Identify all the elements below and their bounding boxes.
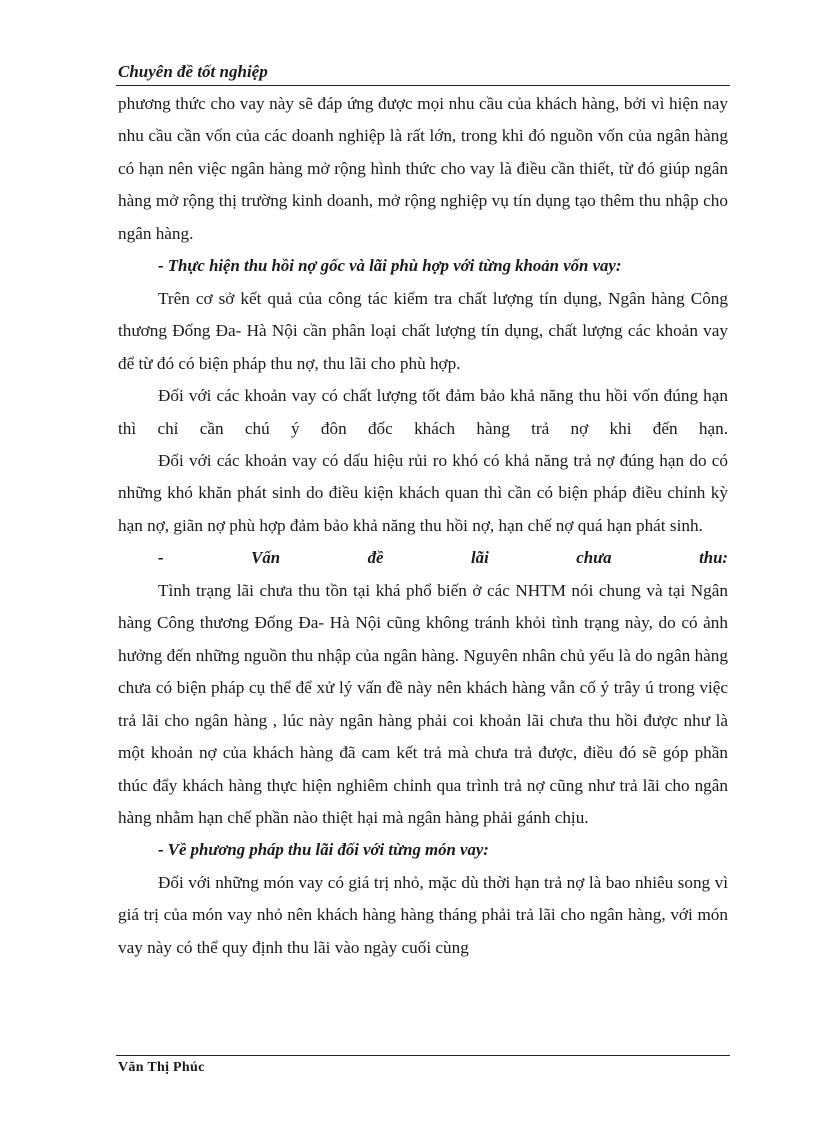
paragraph-6: Đối với những món vay có giá trị nhỏ, mặc dù thời hạn trả nợ là bao nhiêu song vì giá trị của món vay nhỏ nên khách hàng hàng tháng phải trả lãi cho ngân hàng, với món vay này có thể quy định thu lãi vào ngày cuối cùng xyxy=(118,872,728,957)
paragraph-3: Đối với các khoản vay có chất lượng tốt đảm bảo khả năng thu hồi vốn đúng hạn thì chỉ cần chú ý đôn đốc khách hàng trả nợ khi đến hạn. xyxy=(118,386,728,438)
paragraph-2: Trên cơ sở kết quả của công tác kiểm tra chất lượng tín dụng, Ngân hàng Công thương Đống Đa- Hà Nội cần phân loại chất lượng tín dụng, chất lượng các khoản vay để từ đó có biện pháp thu nợ, thu lãi cho phù hợp. xyxy=(118,288,728,373)
paragraph-5: Tình trạng lãi chưa thu tồn tại khá phổ biến ở các NHTM nói chung và tại Ngân hàng Công thương Đống Đa- Hà Nội cũng không tránh khỏi tình trạng này, do có ảnh hưởng đến những nguồn thu nhập của ngân hàng. Nguyên nhân chủ yếu là do ngân hàng chưa có biện pháp cụ thể để xử lý vấn đề này nên khách hàng vẫn cố ý trây ú trong việc trả lãi cho ngân hàng , lúc này ngân hàng phải coi khoản lãi chưa thu hồi được như là một khoản nợ của khách hàng đã cam kết trả mà chưa trả được, điều đó sẽ góp phần thúc đẩy khách hàng thực hiện nghiêm chỉnh qua trình trả nợ cũng như trả lãi cho ngân hàng nhằm hạn chế phần nào thiệt hại mà ngân hàng phải gánh chịu. xyxy=(118,580,728,827)
footer-rule xyxy=(116,1055,730,1056)
paragraph-1: phương thức cho vay này sẽ đáp ứng được mọi nhu cầu của khách hàng, bởi vì hiện nay nhu cầu cần vốn của các doanh nghiệp là rất lớn, trong khi đó nguồn vốn của ngân hàng có hạn nên việc ngân hàng mở rộng hình thức cho vay là điều cần thiết, từ đó giúp ngân hàng mở rộng thị trường kinh doanh, mở rộng nghiệp vụ tín dụng tạo thêm thu nhập cho ngân hàng. xyxy=(118,94,728,243)
section-heading-3: - Về phương pháp thu lãi đối với từng món vay: xyxy=(158,840,489,860)
section-heading-2: - Vấn đề lãi chưa thu: xyxy=(158,548,728,568)
paragraph-4: Đối với các khoản vay có dấu hiệu rủi ro khó có khả năng trả nợ đúng hạn do có những khó khăn phát sinh do điều kiện khách quan thì cần có biện pháp điều chỉnh kỳ hạn nợ, giãn nợ phù hợp đảm bảo khả năng thu hồi nợ, hạn chế nợ quá hạn phát sinh. xyxy=(118,450,728,535)
header-rule xyxy=(116,85,730,86)
page-header-title: Chuyên đề tốt nghiệp xyxy=(118,62,268,81)
section-heading-1: - Thực hiện thu hồi nợ gốc và lãi phù hợp với từng khoản vốn vay: xyxy=(158,256,622,276)
footer-author: Văn Thị Phúc xyxy=(118,1060,205,1075)
document-body xyxy=(118,88,728,964)
